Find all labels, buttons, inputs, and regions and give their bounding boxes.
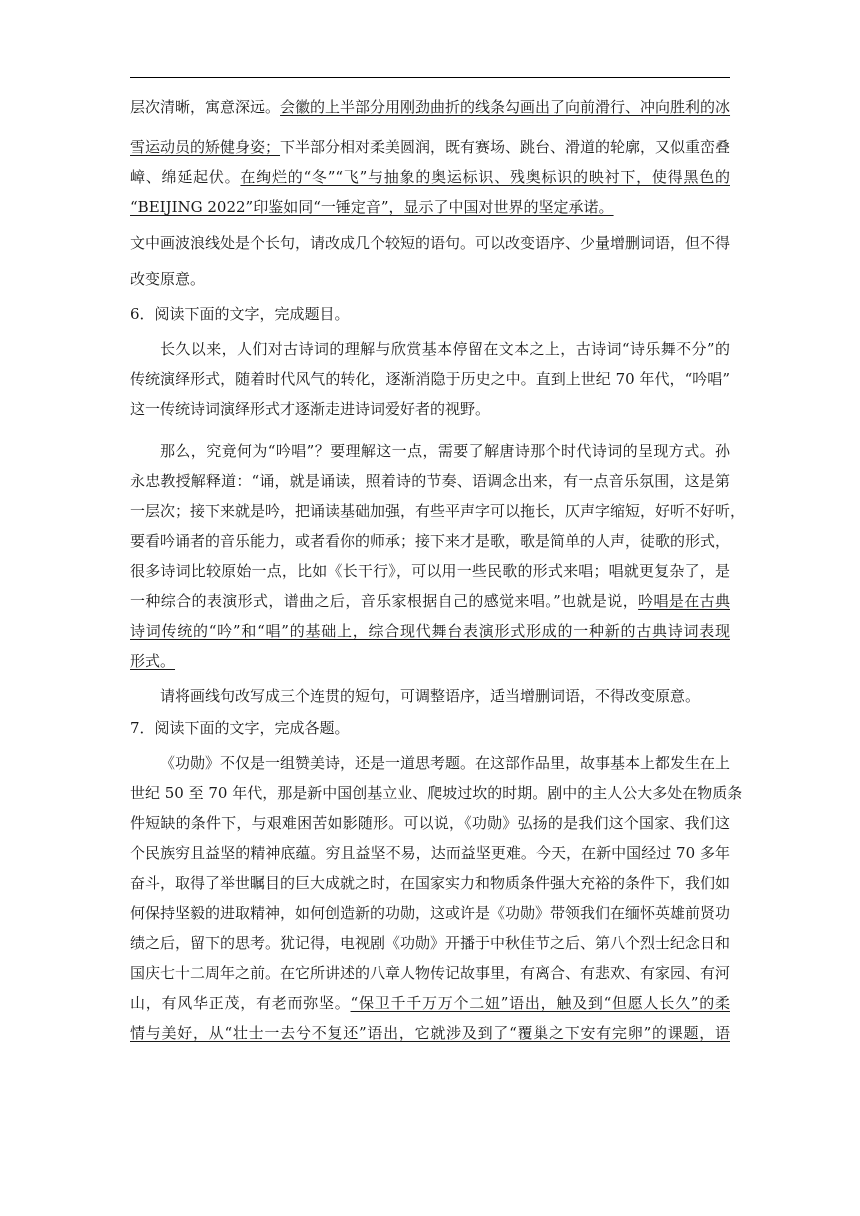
text-line bbox=[130, 561, 730, 581]
text-segment: 要看吟诵者的音乐能力，或者看你的师承；接下来才是歌，歌是简单的人声，徒歌的形式， bbox=[130, 532, 731, 550]
header-rule bbox=[130, 77, 730, 78]
underlined-text: 雪运动员的矫健身姿； bbox=[130, 138, 281, 156]
text-line bbox=[130, 621, 730, 641]
text-line bbox=[130, 783, 743, 803]
text-line bbox=[130, 753, 730, 773]
text-segment: 下半部分相对柔美圆润，既有赛场、跳台、滑道的轮廓，又似重峦叠 bbox=[280, 138, 731, 156]
text-line bbox=[130, 97, 730, 117]
text-segment: 很多诗词比较原始一点，比如《长干行》，可以用一些民歌的形式来唱；唱就更复杂了，是 bbox=[130, 562, 730, 580]
text-line bbox=[130, 993, 730, 1013]
text-segment: 《功勋》不仅是一组赞美诗，还是一道思考题。在这部作品里，故事基本上都发生在上 bbox=[160, 754, 731, 772]
text-segment: 奋斗，取得了举世瞩目的巨大成就之时，在国家实力和物质条件强大充裕的条件下，我们如 bbox=[130, 874, 731, 892]
text-segment: 改变原意。 bbox=[130, 270, 206, 288]
underlined-text: 情与美好，从“壮士一去兮不复还”语出，它就涉及到了“覆巢之下安有完卵”的课题，语 bbox=[130, 1024, 730, 1042]
text-segment: 长久以来，人们对古诗词的理解与欣赏基本停留在文本之上，古诗词“诗乐舞不分”的 bbox=[160, 340, 730, 358]
underlined-text: 诗词传统的“吟”和“唱”的基础上，综合现代舞台表演形式形成的一种新的古典诗词表现 bbox=[130, 622, 730, 640]
text-segment: 件短缺的条件下，与艰难困苦如影随形。可以说，《功勋》弘扬的是我们这个国家、我们这 bbox=[130, 814, 730, 832]
text-line bbox=[130, 137, 730, 157]
text-segment: 嶂、绵延起伏。 bbox=[130, 168, 241, 186]
underlined-text: 在绚烂的“冬”“飞”与抽象的奥运标识、残奥标识的映衬下，使得黑色的 bbox=[240, 168, 730, 186]
text-segment: 请将画线句改写成三个连贯的短句，可调整语序，适当增删词语，不得改变原意。 bbox=[160, 687, 701, 705]
text-line bbox=[130, 873, 730, 893]
underlined-text: 形式。 bbox=[130, 652, 176, 670]
text-segment: 一种综合的表演形式，谱曲之后，音乐家根据自己的感觉来唱。”也就是说， bbox=[130, 592, 639, 610]
text-segment: 6．阅读下面的文字，完成题目。 bbox=[130, 305, 350, 323]
text-line bbox=[130, 339, 730, 359]
text-segment: 传统演绎形式，随着时代风气的转化，逐渐消隐于历史之中。直到上世纪 70 年代，“吟唱” bbox=[130, 370, 730, 388]
text-line bbox=[130, 471, 730, 491]
text-segment: 这一传统诗词演绎形式才逐渐走进诗词爱好者的视野。 bbox=[130, 400, 491, 418]
underlined-text: 吟唱是在古典 bbox=[638, 592, 730, 610]
text-line bbox=[130, 269, 730, 289]
text-line bbox=[130, 813, 730, 833]
text-segment: 层次清晰，寓意深远。 bbox=[130, 98, 281, 116]
text-line bbox=[130, 441, 730, 461]
text-line bbox=[130, 233, 730, 253]
text-line bbox=[130, 903, 730, 923]
text-segment: 国庆七十二周年之前。在它所讲述的八章人物传记故事里，有离合、有悲欢、有家园、有河 bbox=[130, 964, 731, 982]
text-segment: 7．阅读下面的文字，完成各题。 bbox=[130, 719, 350, 737]
text-line bbox=[130, 501, 746, 521]
text-line bbox=[130, 963, 730, 983]
text-segment: 山，有风华正茂，有老而弥坚。 bbox=[130, 994, 351, 1012]
underlined-text: 会徽的上半部分用刚劲曲折的线条勾画出了向前滑行、冲向胜利的冰 bbox=[280, 98, 731, 116]
text-line bbox=[130, 531, 730, 551]
text-line bbox=[130, 651, 730, 671]
underlined-text: “BEIJING 2022”印鉴如同“一锤定音”，显示了中国对世界的坚定承诺。 bbox=[130, 198, 614, 216]
text-segment: 个民族穷且益坚的精神底蕴。穷且益坚不易，达而益坚更难。今天，在新中国经过 70 多年 bbox=[130, 844, 730, 862]
text-segment: 何保持坚毅的进取精神，如何创造新的功勋，这或许是《功勋》带领我们在缅怀英雄前贤功 bbox=[130, 904, 731, 922]
text-line bbox=[130, 399, 730, 419]
text-line bbox=[130, 933, 730, 953]
text-line bbox=[130, 591, 730, 611]
text-line bbox=[130, 1023, 730, 1043]
text-line bbox=[130, 369, 730, 389]
text-line bbox=[130, 686, 730, 706]
text-line bbox=[130, 718, 730, 738]
text-line bbox=[130, 167, 730, 187]
text-line bbox=[130, 197, 730, 217]
underlined-text: “保卫千千万万个二妞”语出，触及到“但愿人长久”的柔 bbox=[350, 994, 730, 1012]
text-segment: 绩之后，留下的思考。犹记得，电视剧《功勋》开播于中秋佳节之后、第八个烈士纪念日和 bbox=[130, 934, 731, 952]
text-segment: 世纪 50 至 70 年代，那是新中国创基立业、爬坡过坎的时期。剧中的主人公大多处在物质条 bbox=[130, 784, 743, 802]
text-segment: 永忠教授解释道：“诵，就是诵读，照着诗的节奏、语调念出来，有一点音乐氛围，这是第 bbox=[130, 472, 730, 490]
text-line bbox=[130, 304, 730, 324]
text-segment: 那么，究竟何为“吟唱”？要理解这一点，需要了解唐诗那个时代诗词的呈现方式。孙 bbox=[160, 442, 730, 460]
text-segment: 文中画波浪线处是个长句，请改成几个较短的语句。可以改变语序、少量增删词语，但不得 bbox=[130, 234, 731, 252]
text-segment: 一层次；接下来就是吟，把诵读基础加强，有些平声字可以拖长，仄声字缩短，好听不好听， bbox=[130, 502, 746, 520]
text-line bbox=[130, 843, 730, 863]
